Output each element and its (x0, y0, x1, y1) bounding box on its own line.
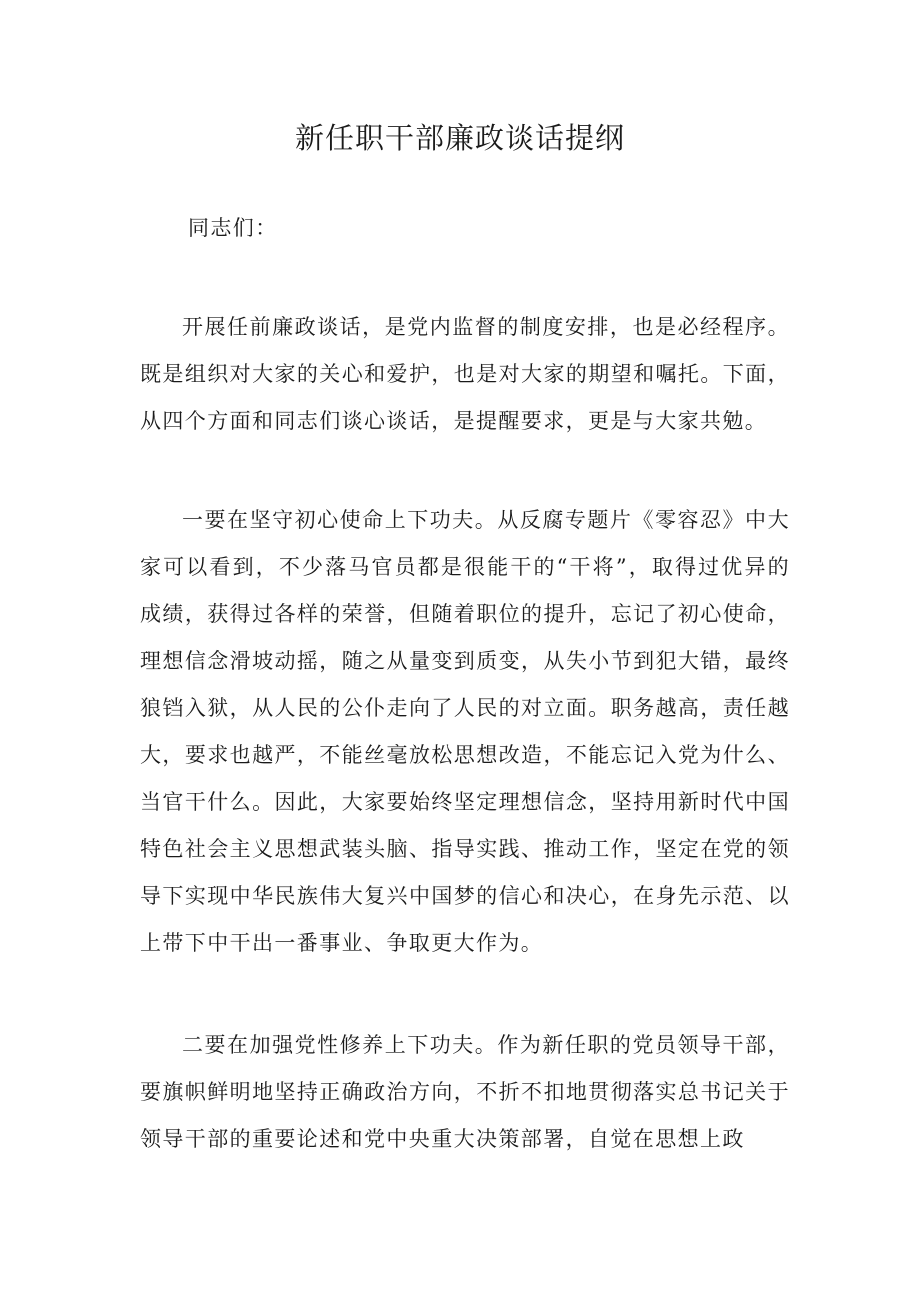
document-title: 新任职干部廉政谈话提纲 (294, 121, 625, 155)
paragraph-intro: 开展任前廉政谈话，是党内监督的制度安排，也是必经程序。既是组织对大家的关心和爱护，也是对大家的期望和嘱托。下面，从四个方面和同志们谈心谈话，是提醒要求，更是与大家共勉。 (140, 315, 790, 433)
paragraph-point-one: 一要在坚守初心使命上下功夫。从反腐专题片《零容忍》中大家可以看到，不少落马官员都是很能干的“干将”，取得过优异的成绩，获得过各样的荣誉，但随着职位的提升，忘记了初心使命，理想信念滑坡动摇，随之从量变到质变，从失小节到犯大错，最终狼铛入狱，从人民的公仆走向了人民的对立面。职务越高，责任越大，要求也越严，不能丝毫放松思想改造，不能忘记入党为什么、当官干什么。因此，大家要始终坚定理想信念，坚持用新时代中国特色社会主义思想武装头脑、指导实践、推动工作，坚定在党的领导下实现中华民族伟大复兴中国梦的信心和决心，在身先示范、以上带下中干出一番事业、争取更大作为。 (140, 508, 790, 955)
salutation: 同志们： (188, 216, 278, 240)
paragraph-point-two: 二要在加强党性修养上下功夫。作为新任职的党员领导干部，要旗帜鲜明地坚持正确政治方向，不折不扣地贯彻落实总书记关于领导干部的重要论述和党中央重大决策部署，自觉在思想上政 (140, 1033, 790, 1151)
